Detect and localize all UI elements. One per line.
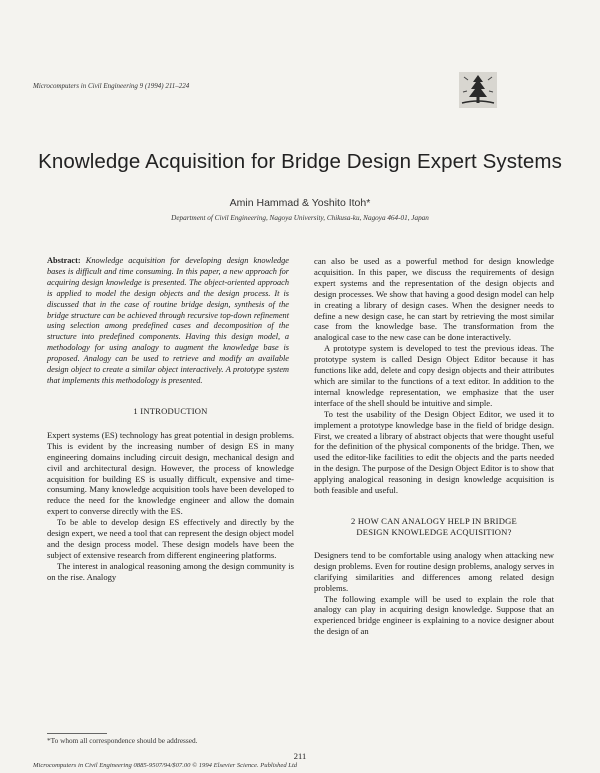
section-heading-analogy — [314, 516, 554, 538]
section-heading-analogy-line2: DESIGN KNOWLEDGE ACQUISITION? — [356, 526, 512, 537]
abstract-text: Knowledge acquisition for developing design knowledge bases is difficult and time consuming. In this paper, a new approach for acquiring design knowledge is presented. The object-oriented approach is applied to model the design objects and the design process. It is discussed that in the case of routine bridge design, synthesis of the bridge structure can be achieved through recursive top-down refinement using selection among predefined cases and decomposition of the structure into predefined components. Having this design model, a methodology for using analogy to augment the knowledge base is proposed. Analogy can be used to retrieve and modify an available design object to create a similar object interactively. A prototype system that implements this methodology is presented. — [47, 256, 289, 385]
left-column — [47, 256, 294, 583]
analogy-paragraph-2: The following example will be used to explain the role that analogy can play in acquiring design knowledge. Suppose that an experienced bridge engineer is explaining to a novice designer about the design of an — [314, 593, 554, 637]
section-heading-introduction: 1 INTRODUCTION — [133, 405, 208, 416]
right-paragraph-3: To test the usability of the Design Object Editor, we used it to implement a prototype knowledge base in the field of bridge design. First, we created a library of abstract objects that were thought useful for the definition of the physical components of the bridge. Then, we used the editor-like facilities to edit the objects and the parts needed in the design. The purpose of the Design Object Editor is to show that applying analogical reasoning in design knowledge acquisition is both feasible and useful. — [314, 408, 554, 496]
section-heading-analogy-line1: 2 HOW CAN ANALOGY HELP IN BRIDGE — [350, 515, 517, 526]
right-column — [314, 256, 554, 637]
author-affiliation: Department of Civil Engineering, Nagoya University, Chikusa-ku, Nagoya 464-01, Japan — [171, 214, 429, 222]
footnote: *To whom all correspondence should be addressed. — [47, 736, 198, 745]
intro-paragraph-3: The interest in analogical reasoning among the design community is on the rise. Analogy — [47, 560, 294, 582]
intro-paragraph-2: To be able to develop design ES effectively and directly by the design expert, we need a tool that can represent the design object model and the design process model. These design models have been the subject of extensive research from different engineering platforms. — [47, 517, 294, 560]
journal-citation: Microcomputers in Civil Engineering 9 (1994) 211–224 — [33, 82, 190, 90]
analogy-paragraph-1: Designers tend to be comfortable using analogy when attacking new design problems. Even for routine design problems, analogy serves in clarifying similarities and differences among related design problems. — [314, 549, 554, 593]
footnote-divider — [47, 733, 107, 734]
paper-authors: Amin Hammad & Yoshito Itoh* — [229, 197, 371, 209]
intro-paragraph-1: Expert systems (ES) technology has great potential in design problems. This is evident by the increasing number of design ES in many engineering domains including circuit design, mechanical design and civil and architectural design. However, the process of knowledge acquisition for building ES is usually difficult, expensive and time-consuming. Many knowledge acquisition tools have been developed to reduce the need for the knowledge engineer and allow the domain expert to converse directly with the ES. — [47, 429, 294, 517]
copyright-line: Microcomputers in Civil Engineering 0885-9507/94/$07.00 © 1994 Elsevier Science. Published Ltd — [33, 762, 298, 769]
abstract-label: Abstract: — [47, 256, 81, 265]
right-paragraph-2: A prototype system is developed to test the previous ideas. The prototype system is called Design Object Editor because it has functions like add, delete and copy design objects and their attributes which are similar to the functions of a text editor. In addition to the internal knowledge representation, we emphasize that the user interface of the shell should be intuitive and simple. — [314, 343, 554, 408]
publisher-logo-icon — [459, 72, 497, 108]
paper-title: Knowledge Acquisition for Bridge Design Expert Systems — [38, 150, 562, 173]
abstract — [47, 256, 294, 387]
right-paragraph-1: can also be used as a powerful method for design knowledge acquisition. In this paper, we discuss the requirements of design expert systems and the representation of the design objects and design processes. We show that having a good design model can help in creating a library of design cases. When the designer needs to define a new design case, he can start by retrieving the most similar case from the knowledge base. The transformation from the analogical case to the new case can be done interactively. — [314, 256, 554, 343]
page-number: 211 — [293, 751, 307, 761]
